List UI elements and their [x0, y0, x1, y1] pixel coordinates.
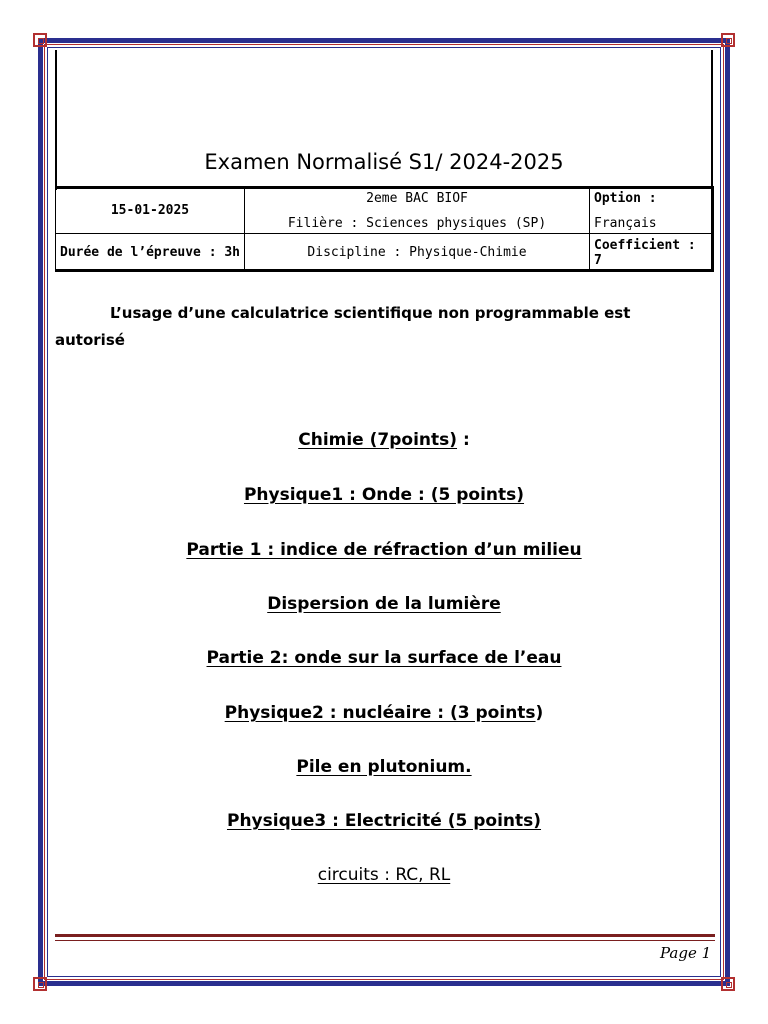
level-label: 2eme BAC BIOF	[366, 190, 468, 206]
section-circuits	[0, 865, 768, 885]
filiere-label: Filière : Sciences physiques (SP)	[287, 215, 547, 231]
section-chimie	[0, 430, 768, 450]
section-partie1	[0, 540, 768, 560]
section-physique3-title: Physique3 : Electricité (5 points)	[226, 811, 542, 831]
section-chimie-suffix: :	[457, 430, 470, 450]
option-label: Option :	[594, 190, 657, 206]
section-physique3	[0, 811, 768, 831]
section-physique2	[0, 703, 768, 723]
discipline-label: Discipline : Physique-Chimie	[245, 234, 590, 272]
footer-rule-thin	[55, 940, 715, 941]
section-partie2	[0, 648, 768, 668]
note-line-2: autorisé	[55, 331, 125, 349]
corner-ornament-icon	[33, 33, 47, 47]
section-dispersion	[0, 594, 768, 614]
section-physique1-title: Physique1 : Onde : (5 points)	[243, 485, 525, 505]
option-value: Français	[594, 215, 657, 231]
section-physique2-suffix: )	[535, 703, 544, 723]
section-physique2-title: Physique2 : nucléaire : (3 points	[224, 703, 536, 723]
section-physique1	[0, 485, 768, 505]
section-partie2-title: Partie 2: onde sur la surface de l’eau	[206, 648, 562, 668]
note-line-1: L’usage d’une calculatrice scientifique non programmable est	[110, 304, 631, 322]
table-bottom-rule	[55, 269, 714, 272]
calculator-note	[55, 300, 695, 354]
section-pile	[0, 757, 768, 777]
table-top-rule	[55, 186, 714, 189]
page-number: Page 1	[660, 944, 712, 962]
table-right-rule	[711, 186, 714, 272]
section-pile-title: Pile en plutonium.	[296, 757, 472, 777]
option-cell	[590, 188, 714, 234]
coefficient-label: Coefficient : 7	[590, 234, 714, 272]
exam-title: Examen Normalisé S1/ 2024-2025	[204, 150, 564, 174]
section-dispersion-title: Dispersion de la lumière	[267, 594, 501, 614]
exam-date: 15-01-2025	[56, 188, 245, 234]
section-partie1-title: Partie 1 : indice de réfraction d’un milieu	[186, 540, 582, 560]
section-chimie-title: Chimie (7points)	[298, 430, 458, 450]
level-filiere-cell	[245, 188, 590, 234]
section-circuits-title: circuits : RC, RL	[317, 865, 451, 885]
footer-rule	[55, 934, 715, 937]
corner-ornament-icon	[33, 977, 47, 991]
duration-label: Durée de l’épreuve : 3h	[56, 234, 245, 272]
exam-info-table	[55, 187, 714, 272]
corner-ornament-icon	[721, 33, 735, 47]
corner-ornament-icon	[721, 977, 735, 991]
